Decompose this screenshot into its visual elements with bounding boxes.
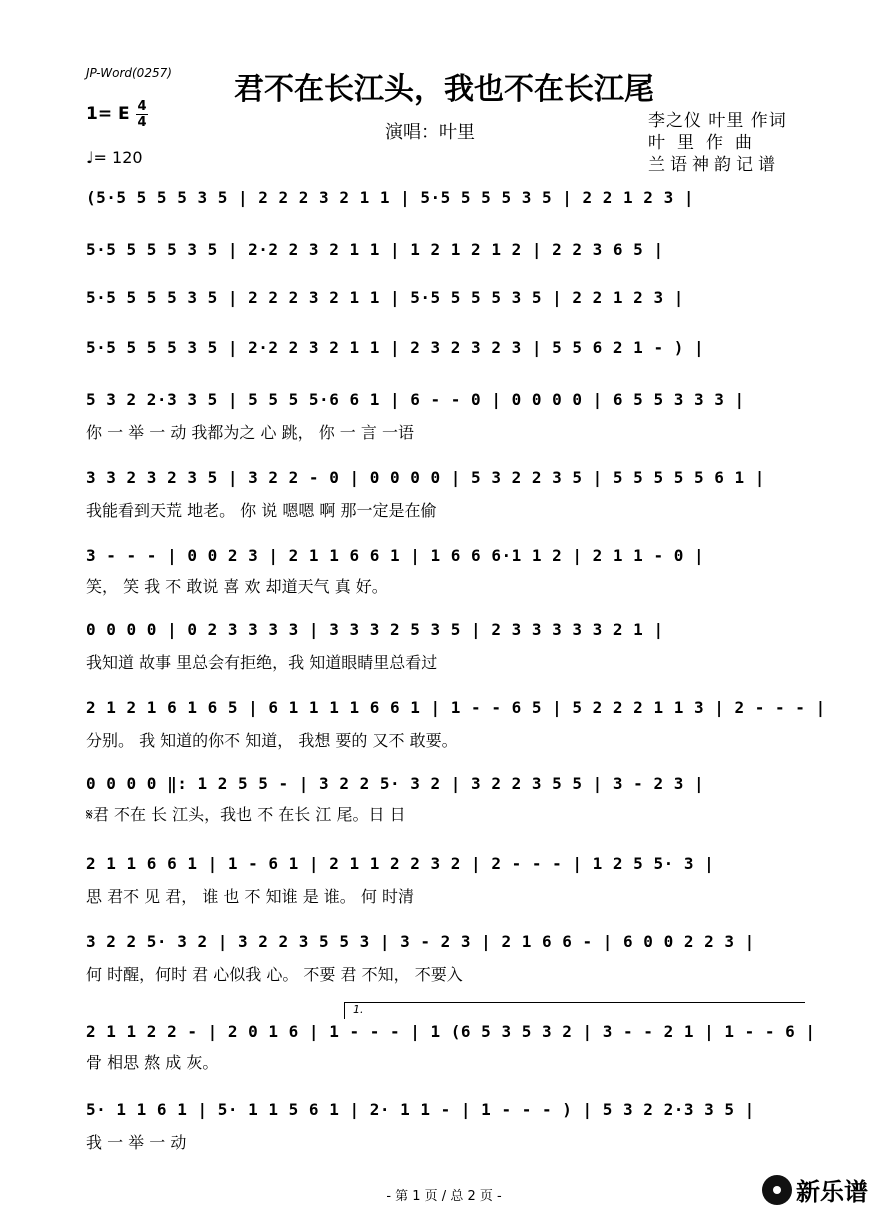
lyricist-credit: 李之仪 叶里 作词 — [648, 111, 787, 131]
score-line-9: 2 1 2 1 6 1 6 5 | 6 1 1 1 1 6 6 1 | 1 - - 6 5 | 5 2 2 2 1 1 3 | 2 - - - | — [86, 698, 826, 717]
score-line-1: (5·5 5 5 5 3 5 | 2 2 2 3 2 1 1 | 5·5 5 5 5 3 5 | 2 2 1 2 3 | — [86, 188, 694, 207]
key-signature: 1= E — [86, 104, 130, 124]
score-line-14: 5· 1 1 6 1 | 5· 1 1 5 6 1 | 2· 1 1 - | 1 - - - ) | 5 3 2 2·3 3 5 | — [86, 1100, 755, 1119]
volta-label: 1. — [353, 1003, 364, 1016]
score-line-8: 0 0 0 0 | 0 2 3 3 3 3 | 3 3 3 2 5 3 5 | 2 3 3 3 3 3 2 1 | — [86, 620, 664, 639]
score-line-4: 5·5 5 5 5 3 5 | 2·2 2 3 2 1 1 | 2 3 2 3 2 3 | 5 5 6 2 1 - ) | — [86, 338, 705, 357]
page-indicator: - 第 1 页 / 总 2 页 - — [386, 1189, 502, 1204]
lyric-line-12: 何 时醒，何时 君 心似我 心。 不要 君 不知， 不要入 — [86, 965, 463, 984]
time-denominator: 4 — [137, 115, 147, 130]
transcriber-credit: 兰语神韵记谱 — [648, 155, 780, 175]
volta-bracket — [344, 1002, 805, 1019]
lyric-line-8: 我知道 故事 里总会有拒绝，我 知道眼睛里总看过 — [86, 653, 438, 672]
lyric-line-11: 思 君不 见 君， 谁 也 不 知谁 是 谁。 何 时清 — [86, 887, 414, 906]
score-line-10: 0 0 0 0 ‖: 1 2 5 5 - | 3 2 2 5· 3 2 | 3 2 2 3 5 5 | 3 - 2 3 | — [86, 774, 705, 793]
time-numerator: 4 — [137, 99, 147, 114]
source-code: JP-Word(0257) — [86, 66, 172, 80]
brand-name: 新乐谱 — [796, 1178, 868, 1206]
lyric-line-9: 分别。 我 知道的你不 知道， 我想 要的 又不 敢要。 — [86, 731, 458, 750]
lyric-line-5: 你 一 举 一 动 我都为之 心 跳， 你 一 言 一语 — [86, 423, 414, 442]
score-line-11: 2 1 1 6 6 1 | 1 - 6 1 | 2 1 1 2 2 3 2 | 2 - - - | 1 2 5 5· 3 | — [86, 854, 715, 873]
record-disc-icon — [762, 1175, 792, 1205]
score-line-7: 3 - - - | 0 0 2 3 | 2 1 1 6 6 1 | 1 6 6 6·1 1 2 | 2 1 1 - 0 | — [86, 546, 705, 565]
score-line-3: 5·5 5 5 5 3 5 | 2 2 2 3 2 1 1 | 5·5 5 5 5 3 5 | 2 2 1 2 3 | — [86, 288, 684, 307]
brand-logo — [762, 1172, 868, 1207]
lyric-line-6: 我能看到天荒 地老。 你 说 嗯嗯 啊 那一定是在偷 — [86, 501, 437, 520]
composer-credit: 叶里作曲 — [648, 133, 764, 153]
score-line-12: 3 2 2 5· 3 2 | 3 2 2 3 5 5 3 | 3 - 2 3 | 2 1 6 6 - | 6 0 0 2 2 3 | — [86, 932, 755, 951]
singer-credit: 演唱：叶里 — [385, 122, 475, 143]
lyric-line-14: 我 一 举 一 动 — [86, 1133, 187, 1152]
score-line-6: 3 3 2 3 2 3 5 | 3 2 2 - 0 | 0 0 0 0 | 5 3 2 2 3 5 | 5 5 5 5 5 6 1 | — [86, 468, 765, 487]
time-signature — [136, 100, 148, 129]
lyric-line-10: 𝄋君 不在 长 江头，我也 不 在长 江 尾。日 日 — [86, 805, 406, 824]
score-line-13: 2 1 1 2 2 - | 2 0 1 6 | 1 - - - | 1 (6 5 3 5 3 2 | 3 - - 2 1 | 1 - - 6 | — [86, 1022, 816, 1041]
tempo-marking: ♩= 120 — [86, 148, 143, 167]
score-line-2: 5·5 5 5 5 3 5 | 2·2 2 3 2 1 1 | 1 2 1 2 1 2 | 2 2 3 6 5 | — [86, 240, 664, 259]
lyric-line-13: 骨 相思 熬 成 灰。 — [86, 1053, 219, 1072]
score-line-5: 5 3 2 2·3 3 5 | 5 5 5 5·6 6 1 | 6 - - 0 | 0 0 0 0 | 6 5 5 3 3 3 | — [86, 390, 745, 409]
song-title: 君不在长江头，我也不在长江尾 — [234, 72, 654, 107]
lyric-line-7: 笑， 笑 我 不 敢说 喜 欢 却道天气 真 好。 — [86, 577, 388, 596]
